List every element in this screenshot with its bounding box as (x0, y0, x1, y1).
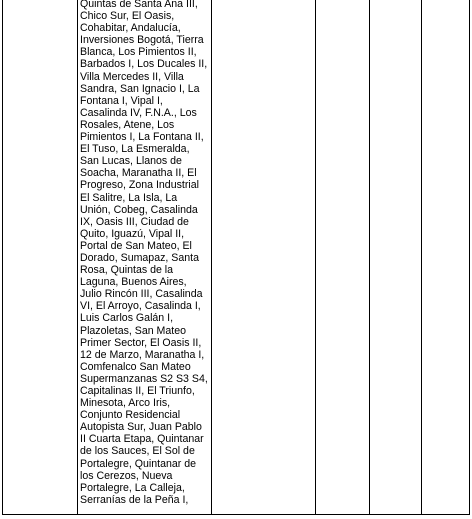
cell-text-line: Progreso, Zona Industrial (80, 179, 199, 192)
cell-text-line: IX, Oasis III, Ciudad de (80, 215, 189, 228)
column-divider-4 (369, 0, 370, 515)
cell-text-line: Quintas de Santa Ana III, (80, 0, 198, 10)
cell-text-line: Conjunto Residencial (80, 409, 181, 422)
cell-text-line: Dorado, Sumapaz, Santa (80, 251, 199, 264)
cell-text-line: Autopista Sur, Juan Pablo (80, 421, 202, 434)
cell-text-line: Chico Sur, El Oasis, (80, 10, 175, 23)
cell-text-line: Rosa, Quintas de la (80, 264, 174, 277)
cell-text-line: Comfenalco San Mateo (80, 360, 191, 373)
cell-text-line: Pimientos I, La Fontana II, (80, 131, 204, 144)
cell-text-line: Rosales, Atene, Los (80, 118, 175, 131)
cell-text-line: Fontana I, Vipal I, (80, 94, 163, 107)
cell-text-line: Inversiones Bogotá, Tierra (80, 34, 204, 47)
cell-text-line: Unión, Cobeg, Casalinda (80, 203, 198, 216)
cell-text-line: San Lucas, Llanos de (80, 155, 182, 168)
cell-text-line: los Cerezos, Nueva (80, 469, 173, 482)
cell-text-line: El Tuso, La Esmeralda, (80, 143, 190, 156)
table-row-bottom-border (2, 514, 470, 515)
cell-text-line: Barbados I, Los Ducales II, (80, 58, 208, 71)
cell-text-line: Portalegre, La Calleja, (80, 481, 185, 494)
cell-text-line: Primer Sector, El Oasis II, (80, 336, 202, 349)
cell-text-line: Supermanzanas S2 S3 S4, (80, 372, 208, 385)
cell-text-line: Soacha, Maranatha II, El (80, 167, 197, 180)
cell-text-line: El Salitre, La Isla, La (80, 191, 178, 204)
cell-text-line: Serranías de la Peña I, (80, 493, 189, 506)
cell-text-line: Capitalinas II, El Triunfo, (80, 385, 195, 397)
cell-text-line: VI, El Arroyo, Casalinda I, (80, 300, 201, 313)
cell-text-line: Villa Mercedes II, Villa (80, 70, 184, 83)
cell-text-line: Julio Rincón III, Casalinda (80, 288, 203, 301)
cell-text-line: Plazoletas, San Mateo (80, 324, 186, 337)
column-divider-5 (421, 0, 422, 515)
cell-text-line: Minesota, Arco Iris, (80, 397, 171, 410)
cell-text-line: II Cuarta Etapa, Quintanar (80, 433, 204, 446)
cell-text-line: Laguna, Buenos Aires, (80, 276, 187, 289)
cell-text-line: Cohabitar, Andalucía, (80, 22, 181, 35)
cell-text-line: de los Sauces, El Sol de (80, 445, 195, 458)
table-border-right (469, 0, 470, 515)
cell-text-line: Casalinda IV, F.N.A., Los (80, 106, 197, 119)
cell-text-line: Blanca, Los Pimientos II, (80, 46, 197, 59)
cell-text-line: 12 de Marzo, Maranatha I, (80, 348, 205, 361)
column-divider-1 (77, 0, 78, 515)
neighborhood-list-cell (80, 0, 212, 506)
cell-text-line: Portalegre, Quintanar de (80, 457, 197, 470)
table-border-left (2, 0, 3, 515)
cell-text-line: Quito, Iguazú, Vipal II, (80, 227, 185, 240)
column-divider-3 (315, 0, 316, 515)
cell-text-line: Luis Carlos Galán I, (80, 312, 174, 325)
cell-text-line: Portal de San Mateo, El (80, 239, 192, 252)
cell-text-line: Sandra, San Ignacio I, La (80, 82, 200, 95)
